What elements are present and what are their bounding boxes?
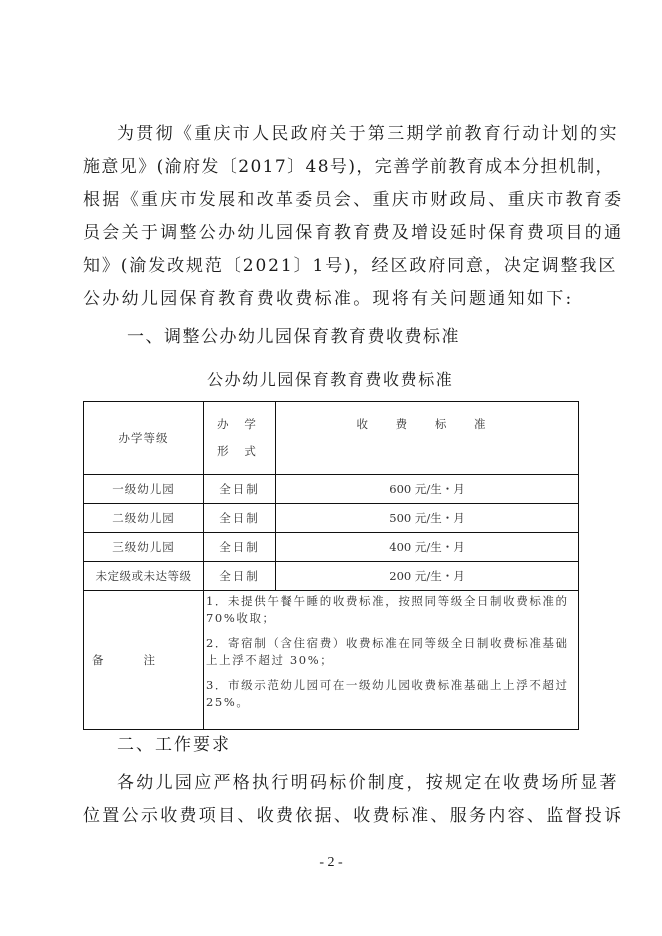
cell-form: 全日制 <box>204 504 276 533</box>
header-form <box>204 402 276 475</box>
header-fee: 收 费 标 准 <box>276 402 579 475</box>
fee-table <box>83 401 579 730</box>
section-heading-2: 二、工作要求 <box>117 735 231 755</box>
paragraph-line: 各幼儿园应严格执行明码标价制度，按规定在收费场所显著 <box>117 773 619 793</box>
cell-fee: 600 元/生・月 <box>276 475 579 504</box>
paragraph-line: 为贯彻《重庆市人民政府关于第三期学前教育行动计划的实 <box>117 124 619 144</box>
header-form-line1: 办 学 <box>217 417 262 431</box>
remark-item: 3．市级示范幼儿园可在一级幼儿园收费标准基础上上浮不超过25%。 <box>206 678 569 709</box>
cell-level: 一级幼儿园 <box>84 475 204 504</box>
remark-item: 2．寄宿制（含住宿费）收费标准在同等级全日制收费标准基础上上浮不超过 30%； <box>206 636 569 667</box>
cell-fee: 400 元/生・月 <box>276 533 579 562</box>
paragraph-line: 知》(渝发改规范〔2021〕1号)，经区政府同意，决定调整我区 <box>83 256 618 276</box>
paragraph-line: 施意见》(渝府发〔2017〕48号)，完善学前教育成本分担机制， <box>83 157 614 177</box>
page-number: - 2 - <box>319 855 343 870</box>
remark-item: 1．未提供午餐午睡的收费标准，按照同等级全日制收费标准的70%收取； <box>206 594 569 625</box>
paragraph-line: 根据《重庆市发展和改革委员会、重庆市财政局、重庆市教育委 <box>83 190 624 210</box>
paragraph-line: 公办幼儿园保育教育费收费标准。现将有关问题通知如下: <box>83 289 574 309</box>
remarks-label: 备注 <box>84 591 204 730</box>
cell-level: 未定级或未达等级 <box>84 562 204 591</box>
cell-level: 三级幼儿园 <box>84 533 204 562</box>
table-header-row <box>84 402 579 475</box>
table-row <box>84 533 579 562</box>
cell-fee: 500 元/生・月 <box>276 504 579 533</box>
header-form-line2: 形 式 <box>217 444 262 458</box>
cell-form: 全日制 <box>204 562 276 591</box>
remarks-content <box>204 591 579 730</box>
cell-fee: 200 元/生・月 <box>276 562 579 591</box>
header-level: 办学等级 <box>84 402 204 475</box>
paragraph-line: 位置公示收费项目、收费依据、收费标准、服务内容、监督投诉 <box>83 806 624 826</box>
remarks-row <box>84 591 579 730</box>
table-row <box>84 562 579 591</box>
section-heading-1: 一、调整公办幼儿园保育教育费收费标准 <box>127 327 460 347</box>
paragraph-line: 员会关于调整公办幼儿园保育教育费及增设延时保育费项目的通 <box>83 223 624 243</box>
table-row <box>84 475 579 504</box>
table-title: 公办幼儿园保育教育费收费标准 <box>207 370 454 389</box>
table-row <box>84 504 579 533</box>
cell-form: 全日制 <box>204 475 276 504</box>
cell-form: 全日制 <box>204 533 276 562</box>
cell-level: 二级幼儿园 <box>84 504 204 533</box>
